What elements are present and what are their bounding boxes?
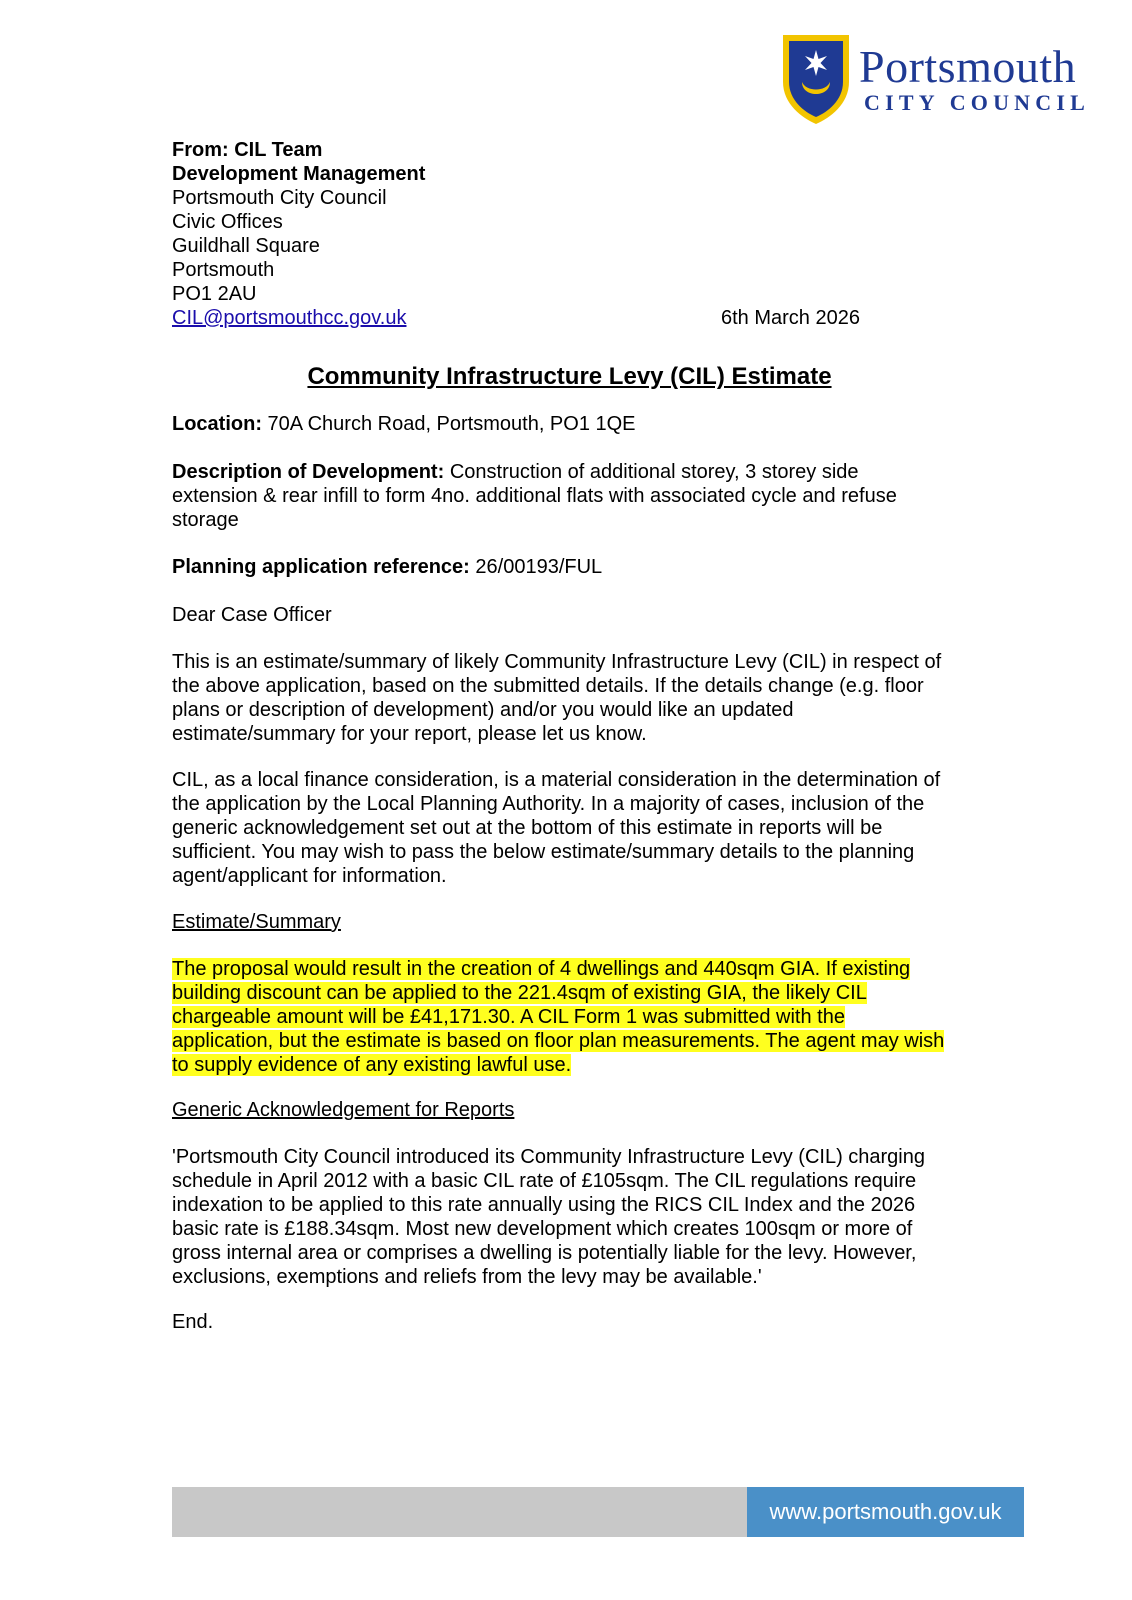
sender-address [172,138,872,330]
crest-icon [780,32,852,126]
sender-city: Portsmouth [172,259,275,281]
acknowledgement-paragraph: 'Portsmouth City Council introduced its Community Infrastructure Levy (CIL) charging schedule in April 2012 with a basic CIL rate of £105sqm. The CIL regulations require indexation to be applied to this rate annually using the RICS CIL Index and the 2026 basic rate is £188.34sqm. Most new development which creates 100sqm or more of gross internal area or comprises a dwelling is potentially liable for the levy. However, exclusions, exemptions and reliefs from the levy may be available.' [172,1146,925,1288]
logo-subtitle: CITY COUNCIL [864,90,1090,115]
consideration-paragraph: CIL, as a local finance consideration, is a material consideration in the determination of the application by the Local Planning Authority. In a majority of cases, inclusion of the generic acknowledgement set out at the bottom of this estimate in reports will be sufficient. You may wish to pass the below estimate/summary details to the planning agent/applicant for information. [172,769,941,887]
acknowledgement-heading: Generic Acknowledgement for Reports [172,1099,515,1121]
sender-building: Civic Offices [172,211,283,233]
location-value: 70A Church Road, Portsmouth, PO1 1QE [262,413,636,435]
logo-name: Portsmouth [859,41,1077,92]
location-line [172,412,972,436]
end-line: End. [172,1311,214,1333]
reference-label: Planning application reference: [172,556,470,578]
description-paragraph [172,460,902,532]
estimate-paragraph [172,957,947,1077]
page-title: Community Infrastructure Levy (CIL) Estimate [307,363,832,390]
estimate-highlighted-text: The proposal would result in the creation of 4 dwellings and 440sqm GIA. If existing building discount can be applied to the 221.4sqm of existing GIA, the likely CIL chargeable amount will be £41,171.30. A CIL Form 1 was submitted with the application, but the estimate is based on floor plan measurements. The agent may wish to supply evidence of any existing lawful use. [172,958,945,1076]
location-label: Location: [172,413,262,435]
sender-council: Portsmouth City Council [172,187,387,209]
reference-line [172,555,972,579]
description-value: Construction of additional storey, 3 storey side extension & rear infill to form 4no. additional flats with associated cycle and refuse storage [172,461,897,531]
intro-paragraph: This is an estimate/summary of likely Community Infrastructure Levy (CIL) in respect of the above application, based on the submitted details. If the details change (e.g. floor plans or description of development) and/or you would like an updated estimate/summary for your report, please let us know. [172,651,942,745]
footer-bar [172,1487,747,1537]
letter-date: 6th March 2026 [721,307,860,329]
salutation: Dear Case Officer [172,604,332,626]
reference-value: 26/00193/FUL [469,556,603,578]
description-label: Description of Development: [172,461,445,483]
sender-email-link[interactable]: CIL@portsmouthcc.gov.uk [172,307,407,329]
sender-department: Development Management [172,163,426,185]
estimate-heading: Estimate/Summary [172,911,341,933]
council-logo [780,32,1100,132]
sender-postcode: PO1 2AU [172,283,257,305]
sender-street: Guildhall Square [172,235,320,257]
footer-website-link[interactable]: www.portsmouth.gov.uk [747,1487,1024,1537]
sender-team: From: CIL Team [172,139,323,161]
